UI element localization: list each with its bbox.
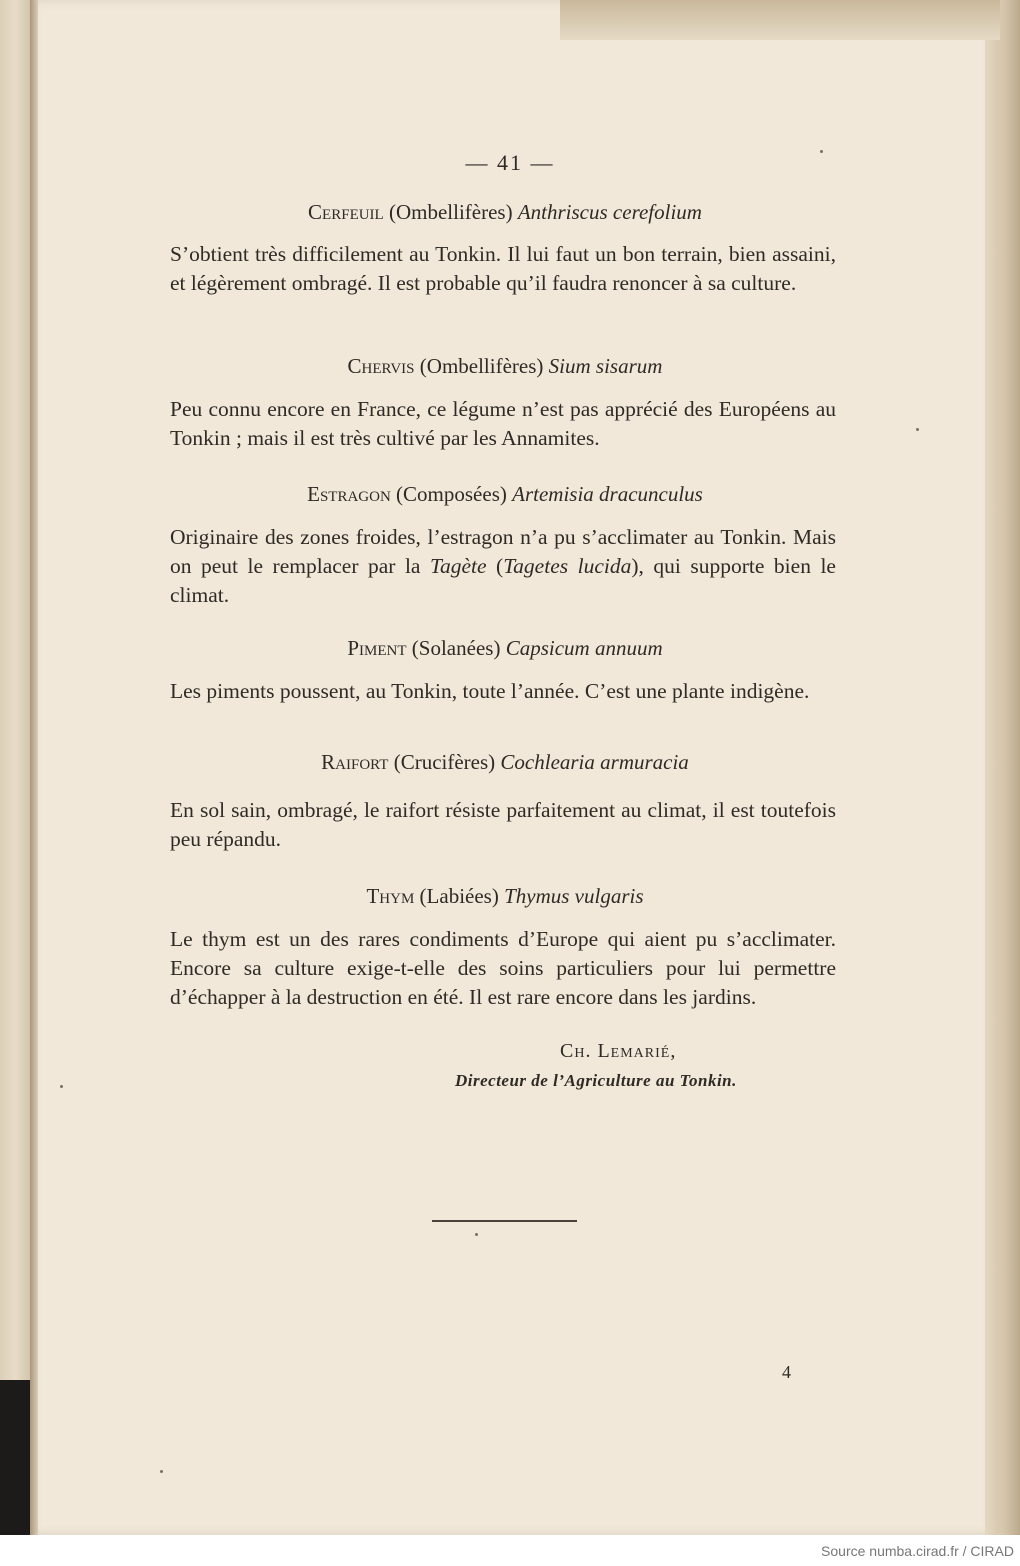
text-italic: Tagète	[429, 554, 487, 578]
image-credit: Source numba.cirad.fr / CIRAD	[821, 1543, 1014, 1559]
section-heading-estragon	[160, 480, 850, 508]
plant-name: Estragon	[307, 482, 391, 506]
plant-family: (Ombellifères)	[388, 200, 513, 224]
end-rule	[432, 1220, 577, 1222]
plant-name: Chervis	[347, 354, 415, 378]
speck	[820, 150, 823, 153]
page-top-edge	[560, 0, 1000, 40]
plant-family: (Composées)	[396, 482, 507, 506]
section-text-chervis: Peu connu encore en France, ce légume n’est pas apprécié des Européens au Tonkin ; mais il est très cultivé par les Annamites.	[170, 397, 836, 450]
text-italic: Tagetes lucida	[503, 554, 632, 578]
speck	[160, 1470, 163, 1473]
speck	[916, 428, 919, 431]
section-heading-thym	[160, 882, 850, 910]
section-text-piment: Les piments poussent, au Tonkin, toute l’année. C’est une plante indigène.	[170, 679, 810, 703]
section-heading-piment	[160, 634, 850, 662]
signature-title: Directeur de l’Agriculture au Tonkin.	[455, 1071, 737, 1090]
section-text-raifort: En sol sain, ombragé, le raifort résiste parfaitement au climat, il est toutefois peu répandu.	[170, 798, 836, 851]
book-spine	[0, 1380, 30, 1535]
section-heading-raifort	[160, 748, 850, 776]
text-run: (	[486, 554, 504, 578]
section-heading-chervis	[160, 352, 850, 380]
plant-family: (Ombellifères)	[419, 354, 544, 378]
text-run: ), qui supporte bien le climat.	[170, 554, 836, 607]
text-run: Originaire des zones froides, l’estragon n’a pu s’acclimater au Tonkin. Mais on peut le remplacer par la	[170, 525, 836, 578]
plant-family: (Labiées)	[419, 884, 499, 908]
plant-name: Thym	[366, 884, 415, 908]
plant-latin-name: Cochlearia armuracia	[500, 750, 689, 774]
speck	[475, 1233, 478, 1236]
plant-latin-name: Thymus vulgaris	[504, 884, 644, 908]
plant-latin-name: Capsicum annuum	[505, 636, 663, 660]
page-right-edge	[985, 0, 1020, 1535]
speck	[60, 1085, 63, 1088]
plant-latin-name: Artemisia dracunculus	[512, 482, 703, 506]
section-heading-cerfeuil	[160, 198, 850, 226]
plant-name: Raifort	[321, 750, 389, 774]
plant-family: (Solanées)	[411, 636, 501, 660]
plant-latin-name: Anthriscus cerefolium	[517, 200, 702, 224]
plant-name: Cerfeuil	[308, 200, 384, 224]
signature-mark: 4	[782, 1362, 791, 1382]
left-page-edge	[0, 0, 34, 1535]
plant-family: (Crucifères)	[393, 750, 496, 774]
plant-name: Piment	[347, 636, 407, 660]
section-text-cerfeuil: S’obtient très difficilement au Tonkin. Il lui faut un bon terrain, bien assaini, et légèrement ombragé. Il est probable qu’il faudra renoncer à sa culture.	[170, 242, 836, 295]
section-text-thym: Le thym est un des rares condiments d’Europe qui aient pu s’acclimater. Encore sa culture exige-t-elle des soins particuliers pour lui permettre d’échapper à la destruction en été. Il est rare encore dans les jardins.	[170, 927, 836, 1009]
plant-latin-name: Sium sisarum	[548, 354, 663, 378]
page-number: — 41 —	[465, 150, 555, 175]
section-text-estragon	[170, 523, 836, 610]
signature-name: Ch. Lemarié,	[560, 1040, 677, 1062]
binding-gutter	[30, 0, 38, 1535]
